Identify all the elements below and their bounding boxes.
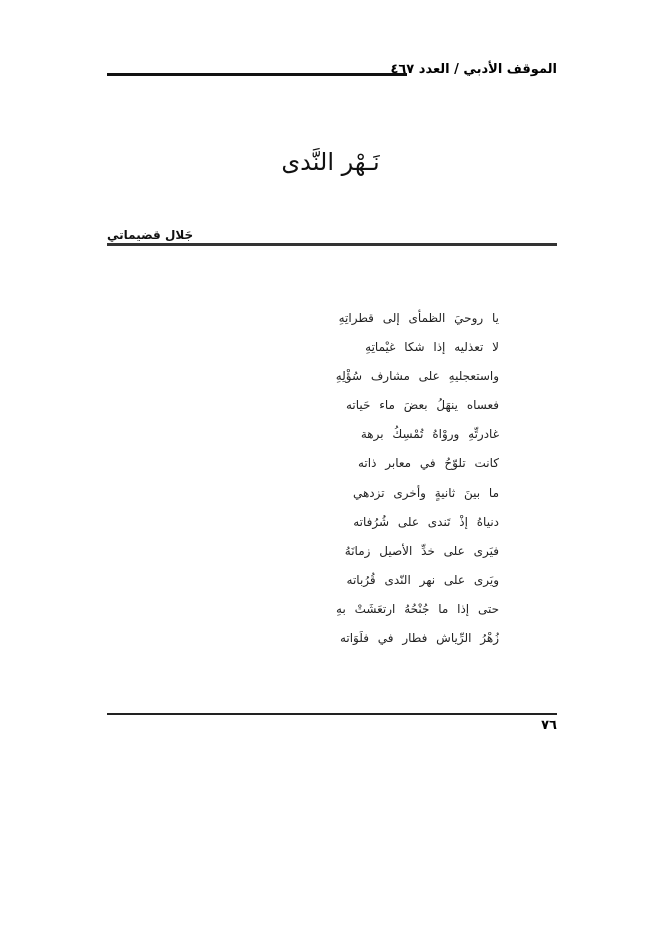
poem-verse: يا روحيَ الظمأى إلى قطراتِهِ (338, 311, 499, 325)
poem-verse: لا تعذليه إذا شكا غيْماتِهِ (365, 340, 499, 355)
poem-author: جَلال قضيماتي (107, 228, 194, 242)
poem-verse: واستعجليهِ على مشارف سُؤْلِهِ (335, 369, 499, 384)
poem-body (139, 304, 499, 653)
poem-verse: زُهْرُ الرِّياش فطار في فلَوَاته (339, 631, 499, 646)
header-divider (107, 73, 407, 76)
poem-verse: كانت تلوّحُ في معابر ذاته (357, 456, 499, 471)
poem-verse: دنياهُ إذْ تَندى على شُرُفاته (353, 514, 499, 529)
poem-title: نَـهْر النَّدى (281, 148, 380, 176)
page-number: ٧٦ (541, 718, 557, 733)
author-divider (107, 243, 557, 246)
poem-verse: غادرتِّهِ وروْاهُ تُمْسِكُ برهة (360, 427, 499, 442)
poem-verse: ويَرى على نهر النّدى قُرُباته (346, 572, 499, 587)
running-header: الموقف الأدبي / العدد ٤٦٧ (390, 62, 557, 77)
poem-verse: فيَرى على خدِّ الأصيل زمانَهُ (344, 543, 499, 558)
poem-verse: ما بينَ ثانيةٍ وأخرى تزدهي (352, 485, 499, 500)
poem-verse: حتى إذا ما جُنْحُهُ ارتعَشَتْ بهِ (336, 601, 499, 616)
poem-verse: فعساه ينهَلُ بعضَ ماء حَياته (345, 398, 499, 413)
footer-divider (107, 713, 557, 715)
